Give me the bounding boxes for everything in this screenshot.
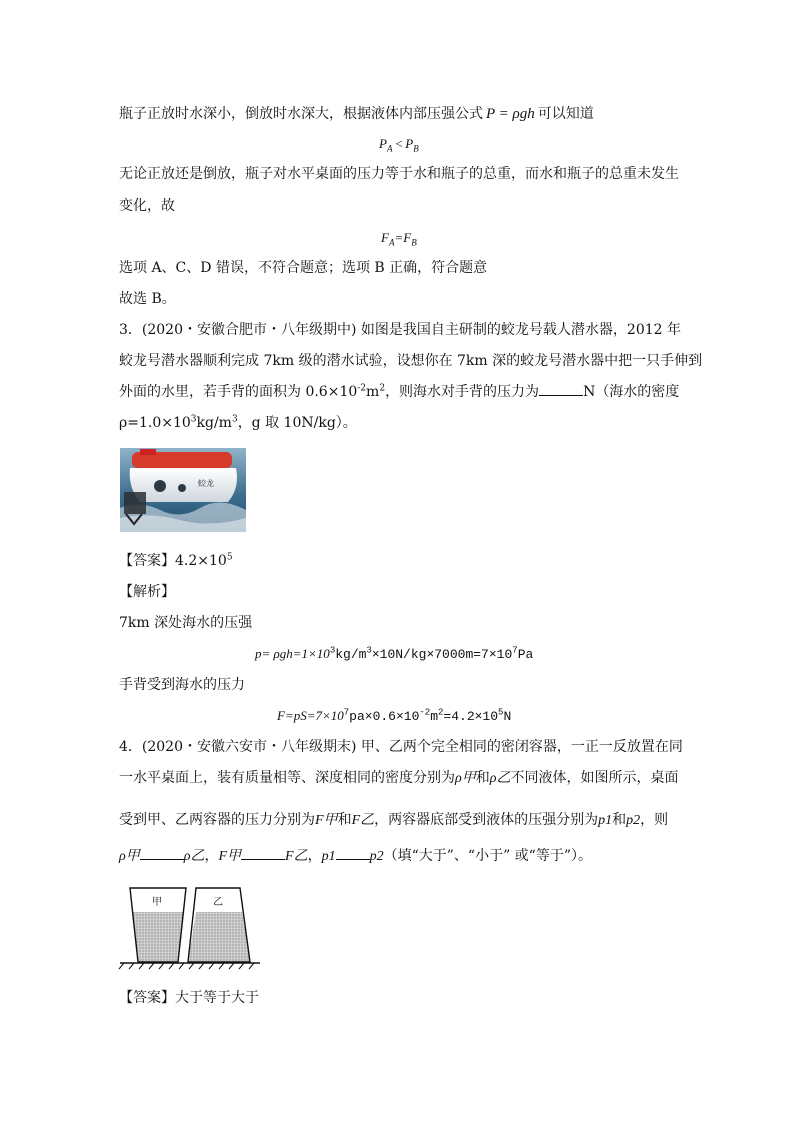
text-line — [119, 104, 594, 124]
container-jia-label: 甲 — [152, 897, 162, 908]
text-line: 手背受到海水的压力 — [119, 677, 245, 693]
answer-blank — [140, 847, 184, 860]
text-line: 故选 B。 — [119, 291, 176, 307]
containers-diagram — [118, 884, 262, 970]
paragraph-text: 可以知道 — [537, 106, 594, 122]
submersible-photo — [120, 448, 246, 532]
svg-text:蛟龙: 蛟龙 — [198, 479, 214, 488]
answer-blank — [539, 383, 583, 396]
answer-blank — [336, 847, 370, 860]
answer-label: 【答案】 — [119, 990, 175, 1006]
question-3-answer: 【答案】$4.2\times 10^5$ — [119, 552, 233, 569]
text-line: 选项 A、C、D 错误，不符合题意；选项 B 正确，符合题意 — [119, 260, 488, 276]
question-4-stem: ρ甲 ρ乙，F甲 F乙，p1 p2（填“大于”、“小于” 或“等于”）。 — [119, 848, 592, 864]
pressure-calculation: $p= \rho gh=1\times 10^3kg/m^3\times 10N/kg\times 7000m=7\times 10^7Pa$ — [255, 645, 534, 662]
question-4-answer: 【答案】大于等于大于 — [119, 990, 259, 1006]
question-4-stem: 一水平桌面上，装有质量相等、深度相同的密度分别为ρ甲和ρ乙不同液体，如图所示，桌面 — [119, 770, 679, 786]
pressure-formula: P = ρgh — [486, 106, 535, 122]
equation-fa-eq-fb: $F_A=F_B$ — [381, 230, 417, 248]
question-3-stem: $\rho=1.0\times 10^3kg/m^3$，g 取 10N/kg）。 — [119, 414, 357, 431]
question-3-stem: 蛟龙号潜水器顺利完成 7km 级的潜水试验，设想你在 7km 深的蛟龙号潜水器中把一只手伸到 — [119, 353, 703, 369]
paragraph-text: 瓶子正放时水深小，倒放时水深大，根据液体内部压强公式 — [119, 106, 483, 122]
question-3-stem: 外面的水里，若手背的面积为 $0.6\times 10^{-2}m^2$，则海水对手背的压力为 N（海水的密度 — [119, 383, 680, 400]
force-calculation: $F=pS=7\times 10^7pa\times 0.6\times 10^{-2}m^2=4.2\times 10^5N$ — [277, 707, 512, 724]
answer-blank — [241, 847, 285, 860]
question-4-stem: 受到甲、乙两容器的压力分别为F甲和F乙，两容器底部受到液体的压强分别为p1和p2，则 — [119, 812, 669, 828]
question-3-stem: 3．(2020・安徽合肥市・八年级期中) 如图是我国自主研制的蛟龙号载人潜水器，2012 年 — [119, 322, 681, 338]
question-4-stem: 4．(2020・安徽六安市・八年级期末) 甲、乙两个完全相同的密闭容器，一正一反放置在同 — [119, 739, 683, 755]
text-line: 7km 深处海水的压强 — [119, 615, 253, 631]
equation-pa-lt-pb: $P_A < P_B$ — [379, 136, 419, 154]
answer-label: 【答案】 — [119, 553, 175, 569]
analysis-label: 【解析】 — [119, 584, 175, 600]
text-line: 无论正放还是倒放，瓶子对水平桌面的压力等于水和瓶子的总重，而水和瓶子的总重未发生 — [119, 166, 679, 182]
container-yi-label: 乙 — [213, 897, 223, 908]
text-line: 变化，故 — [119, 198, 175, 214]
